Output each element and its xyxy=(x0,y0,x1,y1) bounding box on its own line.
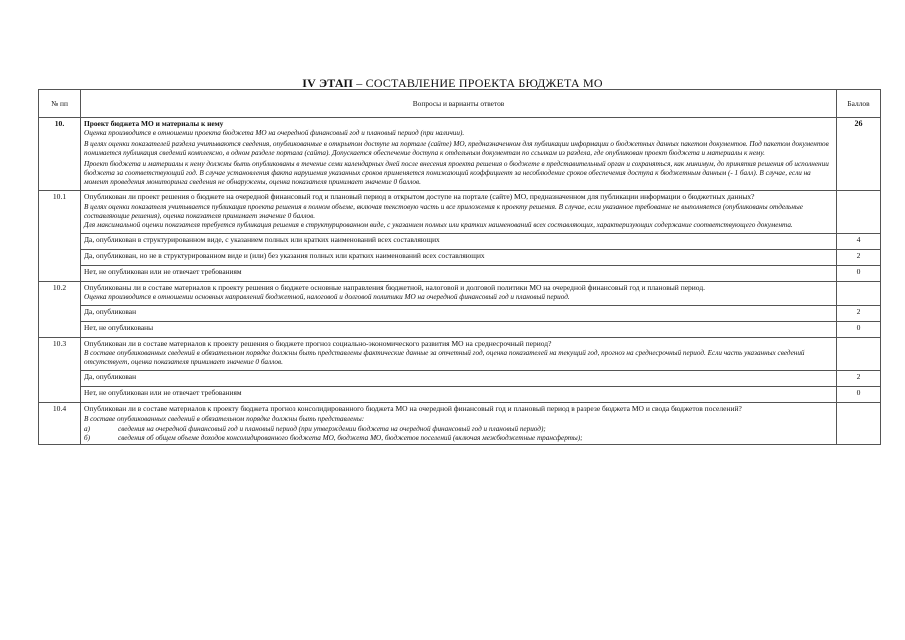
answer-score: 2 xyxy=(837,371,881,387)
question-note: В целях оценки показателя учитывается публикация проекта решения в полном объеме, включая текстовую часть и все приложения к проекту решения. В случае, если указанное требование не выполняется (опубликованы отдельные составляющие решения), оценка показателя принимает значение 0 баллов. xyxy=(84,202,803,220)
answer-score: 4 xyxy=(837,233,881,249)
answer-row xyxy=(39,306,881,322)
section-10-row xyxy=(39,118,881,191)
answer-text: Да, опубликован в структурированном виде, с указанием полных или кратких наименований всех составляющих xyxy=(81,233,837,249)
question-10-1-row xyxy=(39,191,881,233)
question-number: 10.3 xyxy=(39,338,81,403)
answer-text: Нет, не опубликованы xyxy=(81,322,837,338)
answer-row xyxy=(39,371,881,387)
answer-score: 2 xyxy=(837,306,881,322)
answer-text: Да, опубликован xyxy=(81,371,837,387)
list-marker: б) xyxy=(84,433,91,442)
list-text: сведения об общем объеме доходов консолидированного бюджета МО, бюджета МО, бюджетов поселений (включая межбюджетные трансферты); xyxy=(118,433,583,442)
empty-score xyxy=(837,338,881,371)
question-text: Опубликован ли в составе материалов к проекту бюджета прогноз консолидированного бюджета МО на очередной финансовый год и плановый период в разрезе бюджета МО и свода бюджетов поселений? xyxy=(84,404,742,414)
answer-score: 0 xyxy=(837,322,881,338)
question-10-2-row xyxy=(39,281,881,305)
list-item xyxy=(84,425,833,434)
answer-score: 0 xyxy=(837,265,881,281)
page-title: IV ЭТАП – СОСТАВЛЕНИЕ ПРОЕКТА БЮДЖЕТА МО xyxy=(302,76,603,90)
answer-text: Нет, не опубликован или не отвечает требованиям xyxy=(81,265,837,281)
answer-text: Нет, не опубликован или не отвечает требованиям xyxy=(81,387,837,403)
question-number: 10.1 xyxy=(39,191,81,281)
section-description xyxy=(81,118,837,191)
answer-text: Да, опубликован, но не в структурированном виде и (или) без указания полных или кратких наименований всех составляющих xyxy=(81,249,837,265)
question-cell xyxy=(81,281,837,305)
section-title: Проект бюджета МО и материалы к нему xyxy=(84,119,224,128)
header-questions: Вопросы и варианты ответов xyxy=(81,90,837,118)
list-item xyxy=(84,434,833,443)
list-marker: а) xyxy=(84,424,90,433)
empty-score xyxy=(837,281,881,305)
answer-text: Да, опубликован xyxy=(81,306,837,322)
answer-row xyxy=(39,265,881,281)
header-score: Баллов xyxy=(837,90,881,118)
question-number: 10.4 xyxy=(39,403,81,444)
question-cell xyxy=(81,191,837,233)
answer-row xyxy=(39,249,881,265)
question-cell xyxy=(81,338,837,371)
section-score: 26 xyxy=(837,118,881,191)
question-text: Опубликован ли в составе материалов к проекту решения о бюджете прогноз социально-экономического развития МО на среднесрочный период? xyxy=(84,339,552,348)
question-10-4-row xyxy=(39,403,881,444)
answer-row xyxy=(39,322,881,338)
answer-score: 0 xyxy=(837,387,881,403)
table-header-row xyxy=(39,90,881,118)
question-10-3-row xyxy=(39,338,881,371)
question-text: Опубликованы ли в составе материалов к проекту решения о бюджете основные направления бюджетной, налоговой и долговой политики МО на очередной финансовый год и плановый период. xyxy=(84,282,706,292)
list-text: сведения на очередной финансовый год и плановый период (при утверждении бюджета на очередной финансовый год и плановый период); xyxy=(118,424,546,433)
question-note: В составе опубликованных сведений в обязательном порядке должны быть представлены: xyxy=(84,414,365,423)
question-note: Для максимальной оценки показателя требуется публикация решения в структурированном виде, с указанием полных или кратких наименований всех составляющих, характеризующих содержание соответствующего документа. xyxy=(84,220,793,229)
question-cell xyxy=(81,403,837,444)
question-number: 10.2 xyxy=(39,281,81,337)
question-text: Опубликован ли проект решения о бюджете на очередной финансовый год и плановый период в открытом доступе на портале (сайте) МО, предназначенном для публикации информации о бюджетных данных? xyxy=(84,192,755,202)
question-note: В составе опубликованных сведений в обязательном порядке должны быть представлены фактические данные за отчетный год, оценка показателей на текущий год, прогноз на среднесрочный период. Если часть указанных сведений отсутствует, оценка показателя принимает значение 0 баллов. xyxy=(84,349,805,367)
budget-evaluation-table xyxy=(38,89,881,445)
answer-row xyxy=(39,233,881,249)
answer-score: 2 xyxy=(837,249,881,265)
empty-score xyxy=(837,191,881,233)
header-num: № пп xyxy=(39,90,81,118)
question-note: Оценка производится в отношении основных направлений бюджетной, налоговой и долговой политики МО на очередной финансовый год и плановый период. xyxy=(84,293,570,301)
section-note-3: Проект бюджета и материалы к нему должны быть опубликованы в течение семи календарных дней после внесения проекта решения о бюджете в представительный орган и сохраняться, как минимум, до принятия решения об исполнении бюджета за соответствующий год. В случае установления факта нарушения указанных сроков применяется понижающий коэффициент за несоблюдение сроков обеспечения доступа к бюджетным данным (- 1 балл). В случае, если на момент проведения мониторинга сведения не обнаружены, оценка показателя принимает значение 0 баллов. xyxy=(84,160,829,187)
section-note-2: В целях оценки показателей раздела учитываются сведения, опубликованные в открытом доступе на портале (сайте) МО, предназначенном для публикации информации о бюджетных данных пакетом документов. Под пакетом документов понимается публикация сведений комплексно, в одном разделе портала (сайта). Допускается обеспечение доступа к отдельным документам по ссылкам из раздела, где опубликован проект бюджета и материалы к нему. xyxy=(84,140,829,158)
section-note-1: Оценка производится в отношении проекта бюджета МО на очередной финансовый год и плановый период (при наличии). xyxy=(84,129,465,138)
section-number: 10. xyxy=(39,118,81,191)
empty-score xyxy=(837,403,881,444)
answer-row xyxy=(39,387,881,403)
